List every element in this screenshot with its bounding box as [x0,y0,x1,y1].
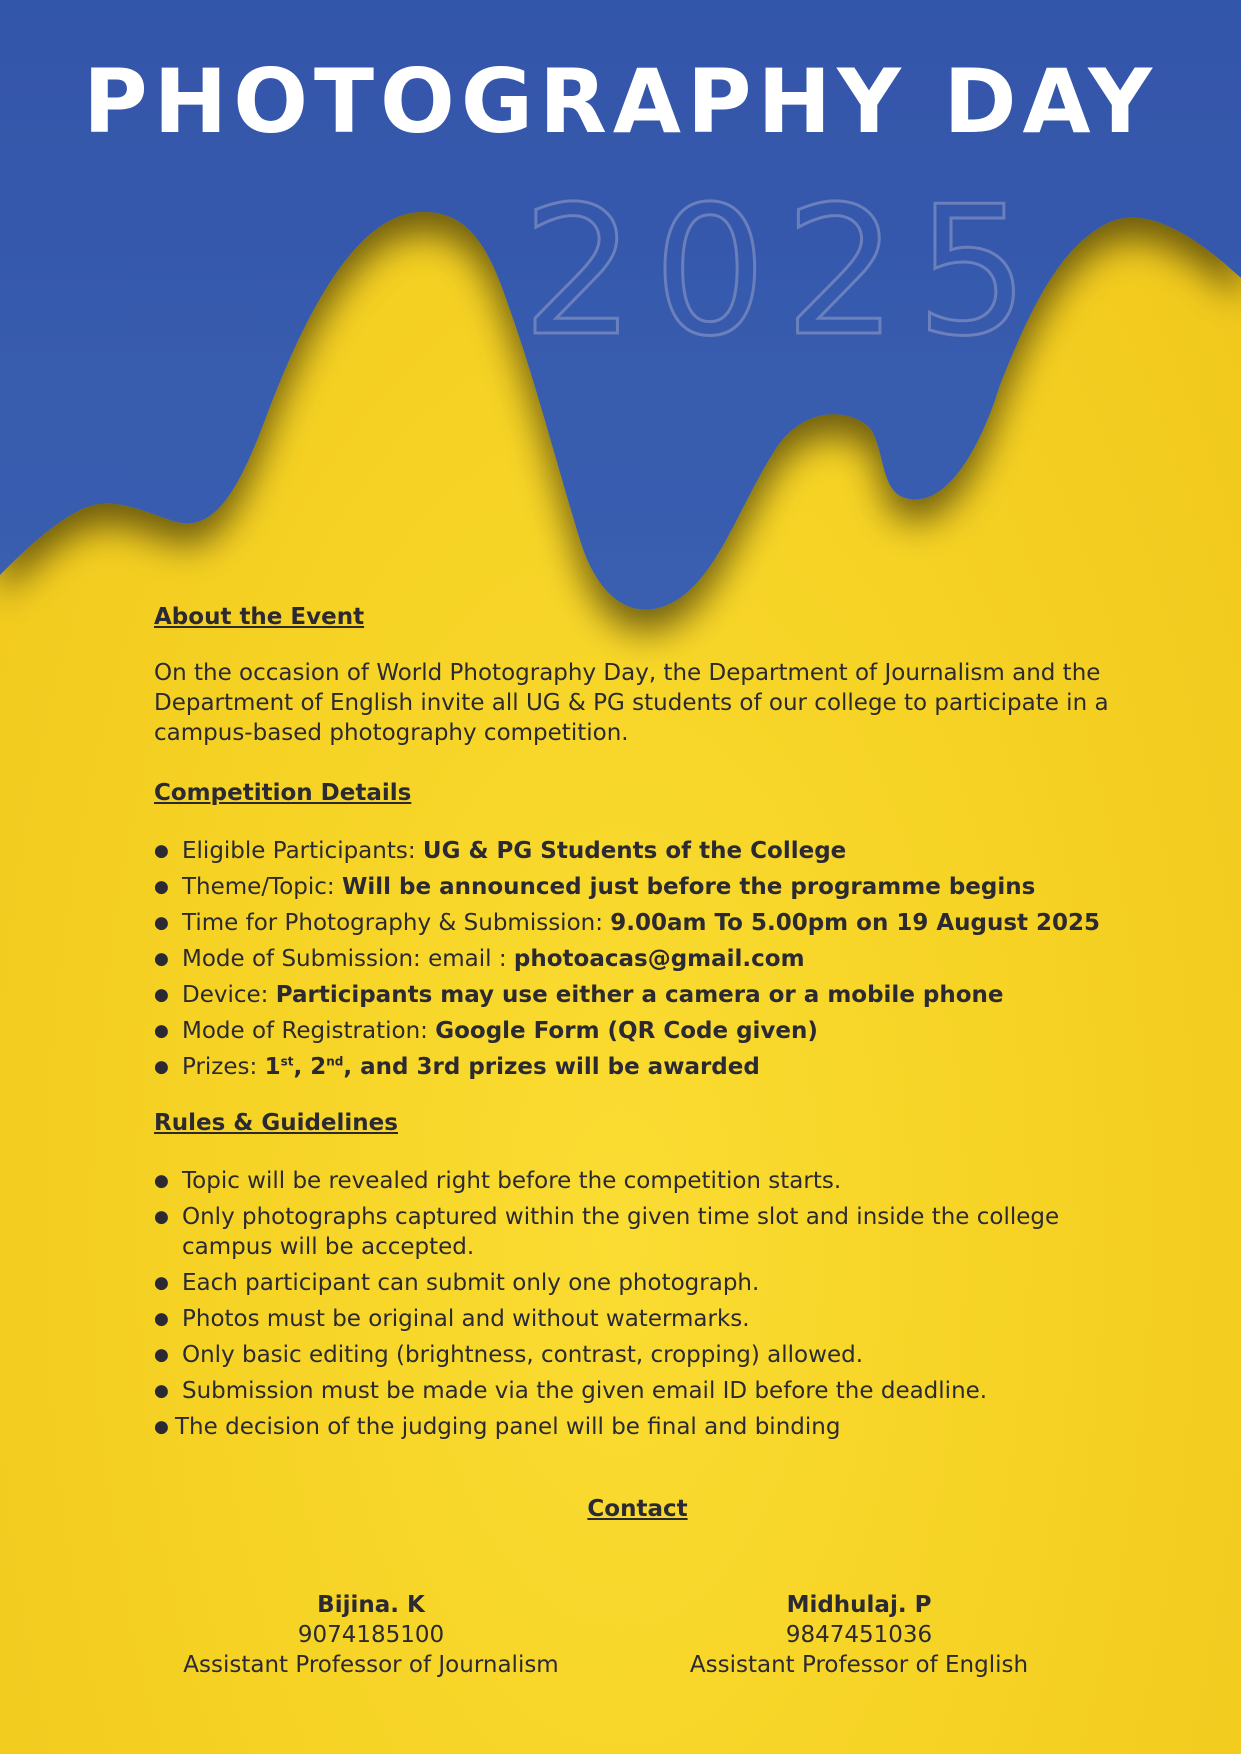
contact-name: Bijina. K [317,1592,425,1618]
list-item [154,944,1114,974]
item-value: UG & PG Students of the College [422,838,847,864]
contact-heading: Contact [587,1496,688,1522]
contact-phone[interactable]: 9847451036 [785,1622,933,1648]
contact-person [639,1590,1079,1680]
contact-role: Assistant Professor of English [689,1652,1029,1678]
prize-separator: , [293,1054,311,1080]
first-prize-suffix: st [280,1054,294,1069]
contact-phone[interactable]: 9074185100 [297,1622,445,1648]
list-item: ● Only basic editing (brightness, contrast, cropping) allowed. [154,1340,1114,1370]
list-item: ● Photos must be original and without watermarks. [154,1304,1114,1334]
prize-rest: , and 3rd prizes will be awarded [343,1054,760,1080]
rules-list [154,1166,1114,1442]
list-item [154,980,1114,1010]
poster-title: PHOTOGRAPHY DAY [83,50,1158,153]
item-label: Device: [182,982,276,1008]
list-item: ● The decision of the judging panel will be final and binding [154,1412,1114,1442]
prizes-value [265,1054,760,1080]
list-item [154,836,1114,866]
item-label: Mode of Registration: [182,1018,436,1044]
list-item: ● Topic will be revealed right before the competition starts. [154,1166,1114,1196]
item-label: Mode of Submission: email : [182,946,514,972]
item-label: Prizes: [182,1054,265,1080]
content-area [154,602,1114,1448]
list-item [154,1016,1114,1046]
list-item: ● Only photographs captured within the given time slot and inside the college campus will be accepted. [154,1202,1114,1262]
contact-name: Midhulaj. P [786,1592,932,1618]
list-item [154,908,1114,938]
list-item [154,872,1114,902]
item-label: Time for Photography & Submission: [182,910,611,936]
item-label: Eligible Participants: [182,838,423,864]
about-text: On the occasion of World Photography Day, the Department of Journalism and the Department of English invite all UG & PG students of our college to participate in a campus-based photography competition. [154,660,1109,746]
item-label: Theme/Topic: [182,874,342,900]
item-value: Participants may use either a camera or a mobile phone [275,982,1004,1008]
first-prize-number: 1 [264,1054,281,1080]
list-item: ● Submission must be made via the given email ID before the deadline. [154,1376,1114,1406]
item-value: Google Form (QR Code given) [435,1018,818,1044]
email-value[interactable]: photoacas@gmail.com [513,946,805,972]
second-prize-suffix: nd [326,1054,344,1069]
competition-heading: Competition Details [154,780,412,806]
item-value: 9.00am To 5.00pm on 19 August 2025 [610,910,1101,936]
rules-heading: Rules & Guidelines [154,1110,398,1136]
list-item-prizes [154,1052,1114,1082]
about-heading: About the Event [154,604,365,630]
year-outline: 2025 [522,168,1047,375]
second-prize-number: 2 [310,1054,327,1080]
item-value: Will be announced just before the programme begins [342,874,1036,900]
list-item: ● Each participant can submit only one photograph. [154,1268,1114,1298]
competition-list [154,836,1114,1082]
contact-role: Assistant Professor of Journalism [183,1652,559,1678]
contact-person [151,1590,591,1680]
